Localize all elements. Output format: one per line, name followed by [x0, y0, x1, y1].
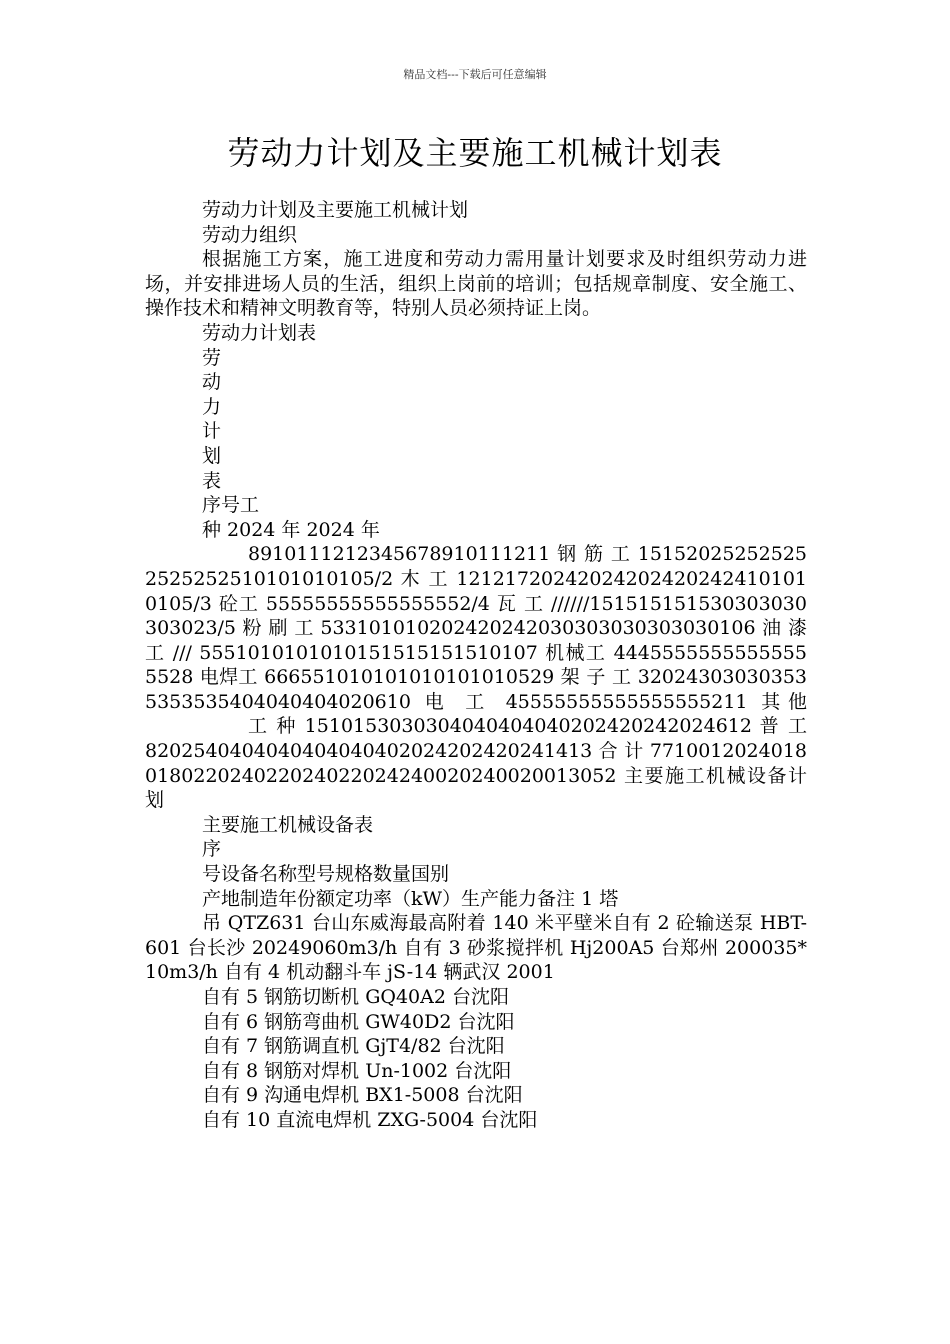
vertical-char: 力 — [202, 395, 222, 418]
equipment-row: 自有 5 钢筋切断机 GQ40A2 台沈阳 — [202, 986, 509, 1008]
table-title: 主要施工机械设备表 — [202, 813, 374, 836]
document-body — [145, 198, 807, 1133]
equipment-row: 自有 10 直流电焊机 ZXG-5004 台沈阳 — [202, 1108, 538, 1131]
equipment-row: 自有 9 沟通电焊机 BX1-5008 台沈阳 — [202, 1084, 523, 1107]
page-title: 劳动力计划及主要施工机械计划表 — [227, 134, 723, 172]
equipment-table-text: 吊 QTZ631 台山东威海最高附着 140 米平壁米自有 2 砼输送泵 HBT-601 台长沙 20249060m3/h 自有 3 砂浆搅拌机 Hj200A5 台郑州 200035*10m3/h 自有 4 机动翻斗车 jS-14 辆武汉 2001 — [145, 912, 807, 984]
table-header-text: 种 2024 年 2024 年 — [202, 518, 380, 541]
equipment-row: 自有 7 钢筋调直机 GjT4/82 台沈阳 — [202, 1035, 505, 1058]
equipment-table-text: 产地制造年份额定功率（kW）生产能力备注 1 塔 — [202, 887, 619, 910]
vertical-char: 劳 — [202, 346, 222, 369]
table-header-text: 序号工 — [202, 494, 260, 517]
equipment-row: 自有 8 钢筋对焊机 Un-1002 台沈阳 — [202, 1059, 512, 1082]
equipment-row: 自有 6 钢筋弯曲机 GW40D2 台沈阳 — [202, 1010, 515, 1033]
vertical-char: 计 — [202, 420, 222, 443]
vertical-char: 表 — [202, 469, 222, 492]
labor-table-text: 89101112123456789101112​11 钢 筋 工 151520252525252525252510101010105/2 木 工 121217202420242024202424101010105/3 砼工 55555555555555552/4 瓦 工 //////151515151530303030303023/5 粉 刷 工 533101010202420242030303030303030106 油 漆 工 /// 5551010101010151515151510107 机械工 44455555555555555528 电焊工 666551010101010101010529 架 子 工 320243030303535353535404040404020610 电 工 45555555555555555211 其他 — [145, 543, 807, 713]
section-heading: 劳动力计划及主要施工机械计划 — [202, 199, 469, 221]
equipment-table-text: 号设备名称型号规格数量国别 — [202, 863, 450, 886]
subsection-heading: 劳动力组织 — [202, 223, 298, 246]
vertical-char: 动 — [202, 371, 222, 394]
labor-table-text: 工 种 15101530303040404040402024202420246​12 普 工 82025404040404040404020242024202414​13 合 计 771001202401801802202402202402202424002024002001305​2 主要施工机械设备计划 — [145, 715, 807, 812]
vertical-char: 划 — [202, 444, 222, 467]
equipment-table-text: 序 — [202, 838, 222, 861]
page-header: 精品文档---下载后可任意编辑 — [403, 68, 547, 81]
body-paragraph: 根据施工方案，施工进度和劳动力需用量计划要求及时组织劳动力进场，并安排进场人员的生活，组织上岗前的培训；包括规章制度、安全施工、操作技术和精神文明教育等，特别人员必须持证上岗。 — [145, 248, 807, 320]
table-title: 劳动力计划表 — [202, 321, 317, 344]
